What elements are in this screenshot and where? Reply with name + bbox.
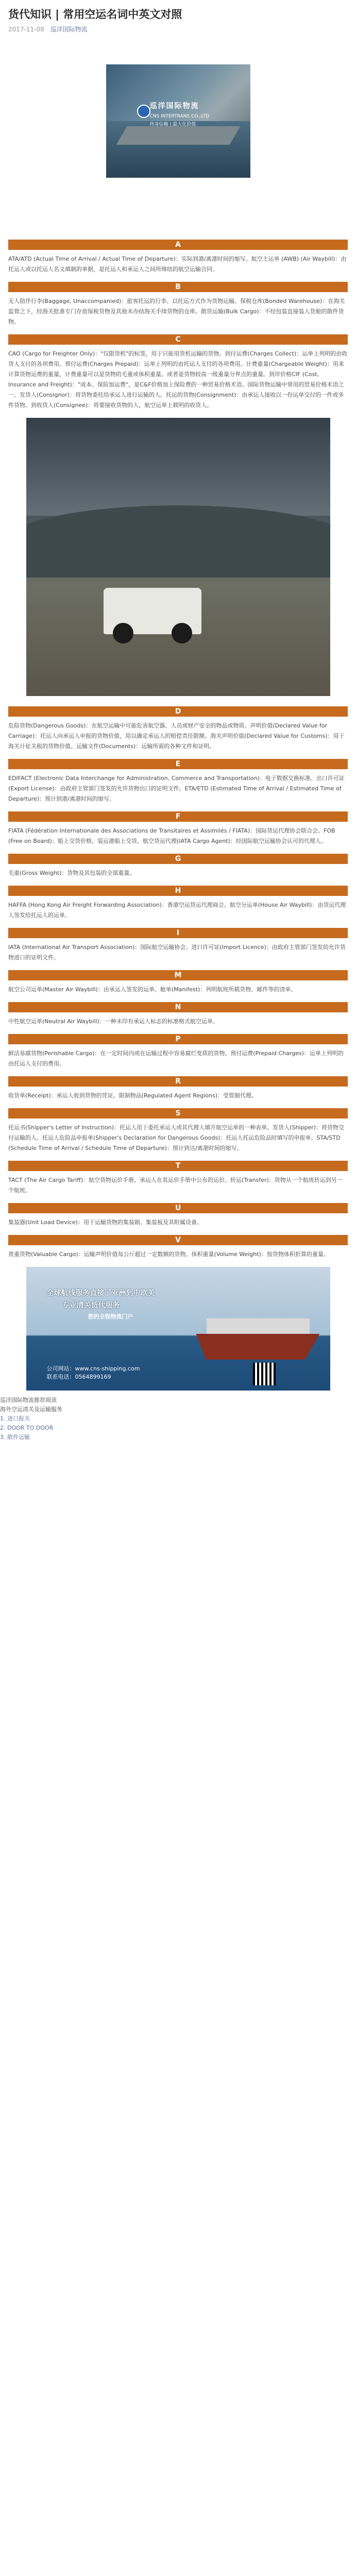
section-letter: S [8,1108,348,1118]
section-letter: I [8,928,348,938]
banner-pier [116,126,240,145]
promo-line3: 您的全程物流门户 [88,1313,133,1320]
glossary-section-a [8,240,348,275]
glossary-section-f [8,811,348,846]
section-text: 贵重货物(Valuable Cargo)：运输声明价值每公斤超过一定数额的货物。体积重量(Volume Weight)：按货物体积折算的重量。 [8,1251,329,1258]
section-letter: B [8,282,348,292]
glossary-section-r [8,1076,348,1101]
ship-hull [196,1334,320,1360]
section-text: 中性航空运单(Neutral Air Waybill)：一种未印有承运人标志的标准格式航空运单。 [8,1018,218,1025]
section-letter: M [8,970,348,980]
glossary-section-h [8,886,348,921]
article-meta [8,25,348,33]
section-letter: C [8,334,348,345]
section-letter: F [8,811,348,822]
section-text: 集装器(Unit Load Device)：用于运输货物的集装箱、集装板及其附属设备。 [8,1219,202,1226]
glossary-section-s [8,1108,348,1154]
article-date: 2017-11-08 [8,26,44,33]
photo-vehicle [104,588,201,634]
wheel [172,623,192,643]
glossary-section-b [8,282,348,327]
section-letter: U [8,1203,348,1213]
reading-link[interactable]: 3. 散件运输 [0,1434,30,1440]
section-text: CAO (Cargo for Freighter Only)："仅限货机"的标签，用于只能用货机运输的货物。到付运费(Charges Collect)：运单上列明的由收货人支付的各项费用。预付运费(Charges Prepaid)：运单上列明的由托运人支付的各项费用。计费重量(Chargeable Weight)：用来计算货物运费的重量，计费重量可以是货物的毛重或体积重量。或者是货物较高一级重量分界点的重量。到岸价格CIF (Cost, Insurance and Freight)："成本、保险加运费"，是C&F价格加上保险费的一种贸易价格术语。国际货物运输中常用的贸易价格术语之一。发货人(Consignor)：将货物委托给承运人进行运输的人。托运的货物(Consignment)：由承运人接收以一份运单交付的一件或多件货物。到收货人(Consignee)：将要接收货物的人，航空运单上载明的收货人。 [8,350,348,409]
section-text: EDIFACT (Electronic Data Interchange for Administration, Commerce and Transportation)：电子数据交换标准。出口许可证(Export License)：由政府主管部门签发的允许货物出口的证明文件。ETA/ETD (Estimated Time of Arrival / Estimated Time of Departure)：预计到港/离港时间的缩写。 [8,775,345,802]
photo-sky [26,418,330,516]
section-text: 鲜活易腐货物(Perishable Cargo)：在一定时间内或在运输过程中容易腐烂变质的货物。预付运费(Prepaid Charges)：运单上列明的由托运人支付的费用。 [8,1050,344,1067]
section-letter: D [8,706,348,717]
glossary-section-d [8,706,348,752]
section-text: FIATA (Fédération Internationale des Associations de Transitaires et Assimilés / FIATA)：国际货运代理协会联合会。FOB (Free on Board)：船上交货价格，装运港船上交货。航空货运代理(IATA Cargo Agent)：经国际航空运输协会认可的代理人。 [8,827,335,844]
glossary-section-m [8,970,348,995]
reading-link[interactable]: 2. DOOR TO DOOR [0,1425,54,1431]
section-letter: N [8,1002,348,1012]
ship-deck [207,1318,310,1334]
section-text: 收货单(Receipt)：承运人收到货物的凭证。限制物品(Regulated Agent Regions)：受管制代理。 [8,1092,257,1099]
glossary-section-e [8,759,348,804]
section-letter: H [8,886,348,896]
banner-logo [150,100,238,127]
glossary-section-t [8,1161,348,1196]
banner-logo-cn: 巡洋国际物流 [149,102,199,110]
glossary [0,240,356,1442]
photo-hill [26,505,330,578]
section-text: 航空公司运单(Master Air Waybill)：由承运人签发的运单。舱单(Manifest)：列明航班所载货物、邮件等的清单。 [8,986,297,993]
section-text: TACT (The Air Cargo Tariff)：航空货物运价手册。承运人在其运价手册中公布的运价。转运(Transfer)：货物从一个航班转运到另一个航班。 [8,1177,343,1194]
glossary-section-u [8,1203,348,1228]
article-photo-vehicle [26,418,330,696]
reading-link[interactable]: 1. 进口报关 [0,1415,30,1422]
glossary-section-v [8,1235,348,1260]
section-letter: P [8,1034,348,1044]
glossary-section-p [8,1034,348,1069]
section-text: 危险货物(Dangerous Goods)：在航空运输中可能危害航空器、人员或财产安全的物品或物质。声明价值(Declared Value for Carriage)：托运人向承运人申报的货物价值，用以确定承运人的赔偿责任限额。海关声明价值(Declared Value for Customs)：用于海关计征关税的货物价值。运输文件(Documents)：运输所需的各种文件和证明。 [8,722,345,750]
section-letter: V [8,1235,348,1245]
section-letter: T [8,1161,348,1171]
article-header [0,0,356,33]
section-text: ATA/ATD (Actual Time of Arrival / Actual Time of Departure)：实际到港/离港时间的缩写。航空主运单 (AWB) (Air Waybill)：由托运人或以托运人名义填制的单据，是托运人和承运人之间所缔结的航空运输合同。 [8,256,347,273]
section-letter: E [8,759,348,769]
section-letter: A [8,240,348,250]
section-text: 毛重(Gross Weight)：货物及其包装的全部重量。 [8,870,135,876]
reading-heading: 巡洋国际物流推荐阅读 [0,1397,57,1403]
section-text: IATA (International Air Transport Association)：国际航空运输协会。进口许可证(Import Licence)：由政府主管部门签发的允许货物进口的证明文件。 [8,944,346,961]
banner-image [106,64,250,178]
banner-logo-sub: 终身信赖 | 最大化价值 [149,122,196,127]
promo-line1: 全球航线服务直接了亚洲到中欧美 [46,1289,155,1297]
promo-qr-icon [253,1363,276,1385]
author-link[interactable]: 巡洋国际物流 [50,26,88,33]
reading-intro: 海外空运清关及运输服务 [0,1406,62,1413]
article-title: 货代知识 | 常用空运名词中英文对照 [8,8,182,21]
promo-banner [26,1267,330,1391]
banner-logo-en: CNS INTERTRANS CO.,LTD [149,114,210,119]
recommended-reading [0,1396,356,1442]
section-letter: R [8,1076,348,1087]
promo-line2: 专业清关货代服务 [62,1301,120,1310]
section-text: 无人陪伴行李(Baggage, Unaccompanied)：旅客托运的行李。以托运方式作为货物运输。保税仓库(Bonded Warehouse)：在海关监管之下，经海关批准专门存放保税货物及其他未办结海关手续货物的仓库。散货运输(Bulk Cargo)：不经包装直接装入货舱的散件货物。 [8,298,345,325]
section-letter: G [8,854,348,864]
section-text: HAFFA (Hong Kong Air Freight Forwarding Association)：香港空运货运代理商会。航空分运单(House Air Waybill)：由货运代理人签发给托运人的运单。 [8,902,346,919]
wheel [113,623,133,643]
company-logo-icon [137,105,150,118]
glossary-section-g [8,854,348,878]
glossary-section-c [8,334,348,411]
glossary-section-n [8,1002,348,1027]
glossary-section-i [8,928,348,963]
section-text: 托运书(Shipper's Letter of Instruction)：托运人用于委托承运人或其代理人填开航空运单的一种表单。发货人(Shipper)：将货物交付运输的人。托运人危险品申报单(Shipper's Declaration for Dangerous Goods)：托运人托运危险品时填写的申报单。STA/STD (Schedule Time of Arrival / Schedule Time of Departure)：预计到达/离港时间的缩写。 [8,1124,345,1151]
promo-contact: 公司网站：www.cns-shipping.com 联系电话：0564899169 [46,1365,140,1380]
